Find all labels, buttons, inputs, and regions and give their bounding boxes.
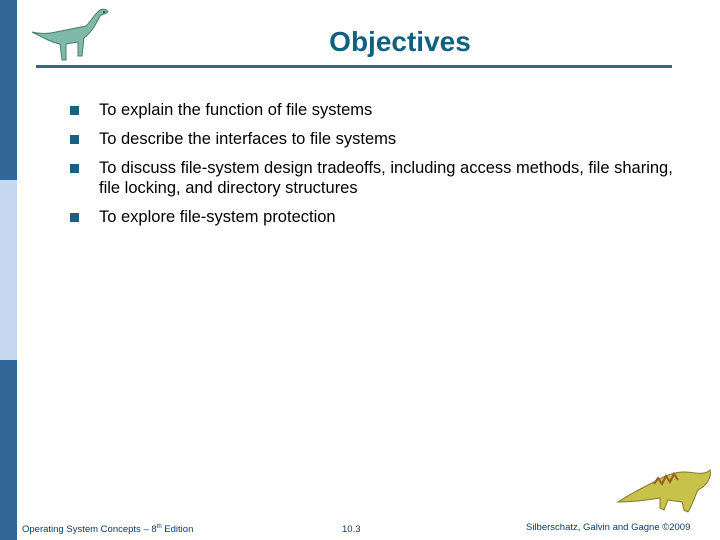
square-bullet-icon (70, 135, 79, 144)
list-item (70, 207, 690, 227)
square-bullet-icon (70, 213, 79, 222)
page-title: Objectives (329, 26, 471, 57)
footer-book-title (22, 524, 193, 535)
dinosaur-icon (608, 462, 718, 524)
bullet-text: To discuss file-system design tradeoffs, including access methods, file sharing, file locking, and directory structures (99, 159, 673, 197)
title-divider (36, 65, 672, 68)
footer-book-suffix: Edition (161, 524, 194, 536)
bullet-text: To explore file-system protection (99, 208, 336, 226)
sidebar-top (0, 0, 17, 180)
square-bullet-icon (70, 164, 79, 173)
list-item (70, 129, 690, 149)
footer-book-prefix: Operating System Concepts – 8 (22, 524, 157, 536)
list-item (70, 100, 690, 120)
footer-authors: Silberschatz, Galvin and Gagne ©2009 (526, 522, 691, 533)
page-number: 10.3 (342, 524, 361, 535)
dinosaur-icon (26, 4, 112, 66)
square-bullet-icon (70, 106, 79, 115)
sidebar-bottom (0, 360, 17, 540)
bullet-list (70, 100, 690, 236)
footer-book-superscript: th (156, 524, 162, 530)
sidebar-middle (0, 180, 17, 360)
list-item (70, 158, 690, 198)
bullet-text: To explain the function of file systems (99, 101, 373, 119)
bullet-text: To describe the interfaces to file systems (99, 130, 397, 148)
